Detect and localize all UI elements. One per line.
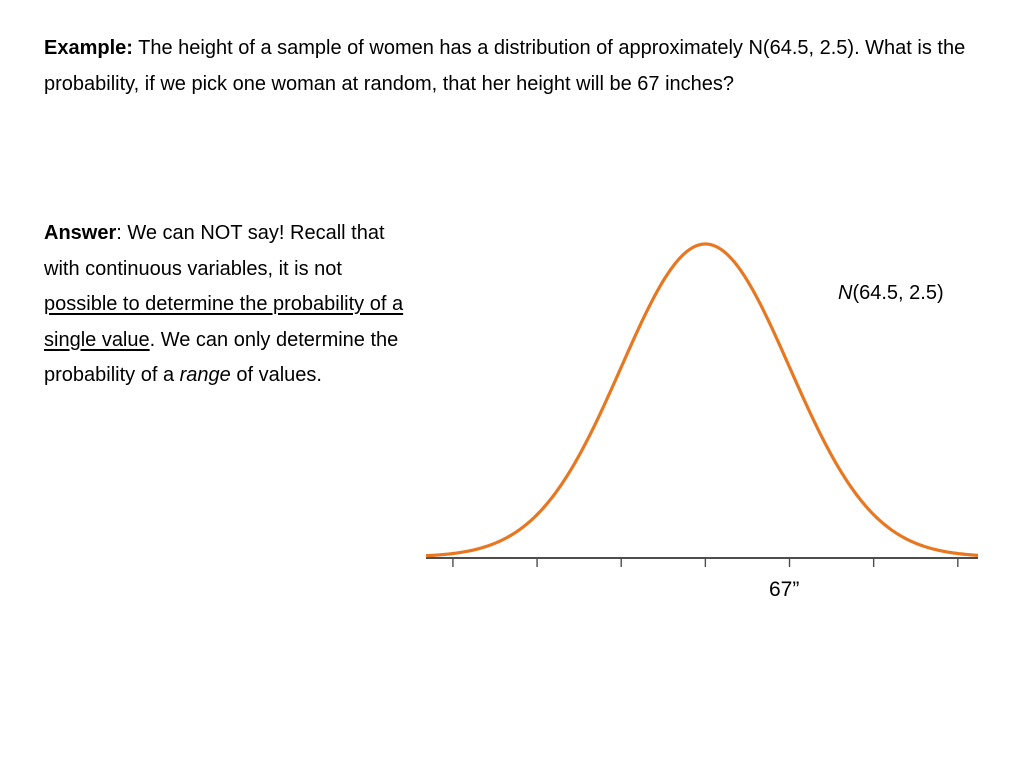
answer-label: Answer (44, 222, 117, 244)
example-text: The height of a sample of women has a distribution of approximately N(64.5, 2.5). What is the probability, if we pick one woman at random, that her height will be 67 inches? (44, 37, 966, 95)
answer-text-2: . We can only determine the probability of a (44, 328, 399, 386)
distribution-label (838, 280, 944, 306)
tick-label-67: 67” (769, 578, 800, 601)
x-axis-ticks (453, 558, 958, 567)
answer-text-1: : We can NOT say! Recall that with continuous variables, it is not (44, 222, 385, 280)
distribution-label-params: (64.5, 2.5) (852, 282, 944, 304)
distribution-label-n: N (838, 282, 853, 304)
example-label: Example: (44, 37, 133, 59)
answer-underlined-text: possible to determine the probability of a single value (44, 293, 404, 351)
answer-italic-range: range (179, 364, 231, 386)
answer-text-3: of values. (230, 364, 322, 386)
